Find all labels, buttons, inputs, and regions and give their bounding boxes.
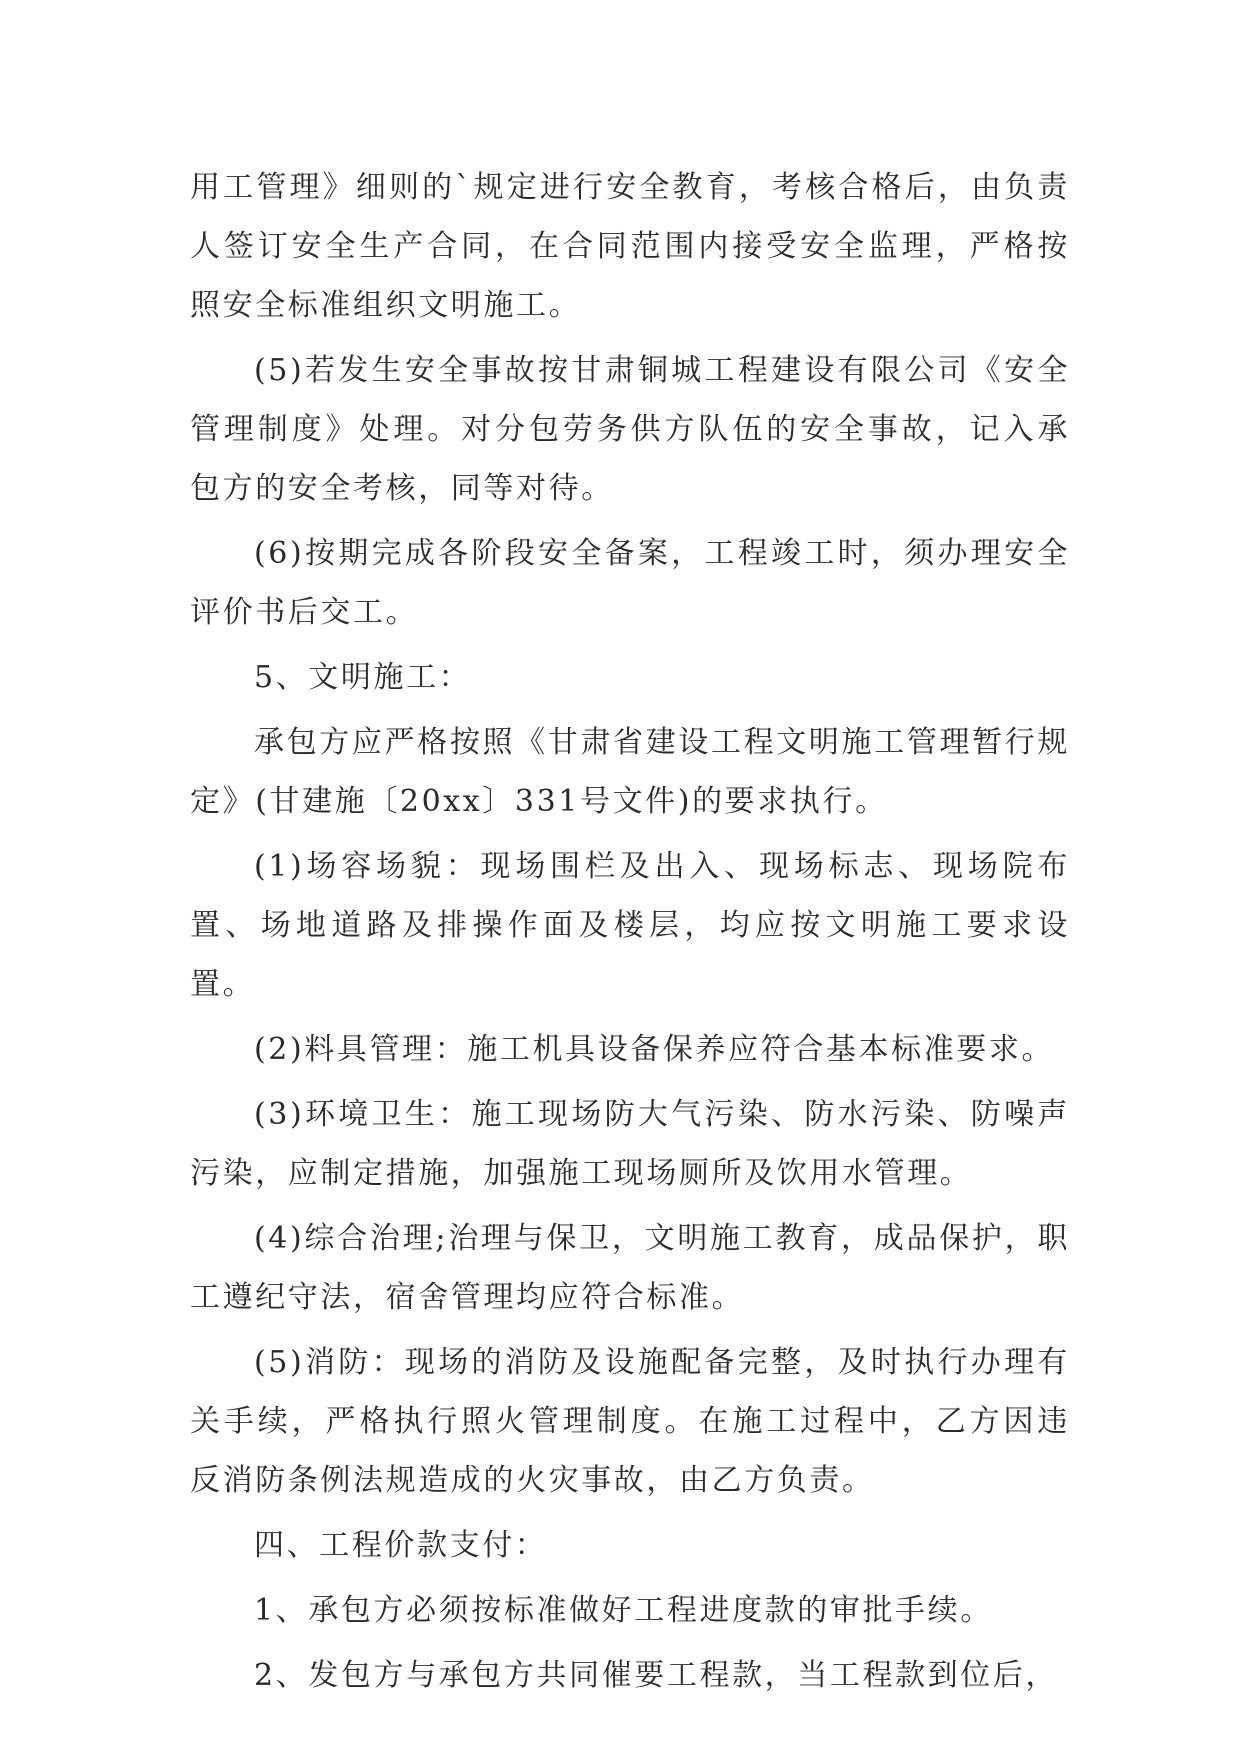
paragraph-3: (6)按期完成各阶段安全备案，工程竣工时，须办理安全评价书后交工。: [190, 536, 1070, 630]
paragraph-5: 承包方应严格按照《甘肃省建设工程文明施工管理暂行规定》(甘建施〔20xx〕331号文件)的要求执行。: [190, 725, 1070, 819]
paragraph-2: (5)若发生安全事故按甘肃铜城工程建设有限公司《安全管理制度》处理。对分包劳务供方队伍的安全事故，记入承包方的安全考核，同等对待。: [190, 353, 1070, 506]
section-heading-payment: 四、工程价款支付：: [254, 1528, 548, 1563]
paragraph-12: 1、承包方必须按标准做好工程进度款的审批手续。: [254, 1593, 993, 1628]
paragraph-9: (4)综合治理;治理与保卫，文明施工教育，成品保护，职工遵纪守法，宿舍管理均应符合标准。: [190, 1221, 1070, 1315]
section-heading-civilized-construction: 5、文明施工：: [254, 660, 472, 695]
paragraph-1: 用工管理》细则的`规定进行安全教育，考核合格后，由负责人签订安全生产合同，在合同范围内接受安全监理，严格按照安全标准组织文明施工。: [190, 170, 1070, 323]
document-body: [190, 158, 1070, 1711]
paragraph-8: (3)环境卫生：施工现场防大气污染、防水污染、防噪声污染，应制定措施，加强施工现场厕所及饮用水管理。: [190, 1097, 1070, 1191]
paragraph-7: (2)料具管理：施工机具设备保养应符合基本标准要求。: [254, 1032, 1055, 1067]
paragraph-6: (1)场容场貌：现场围栏及出入、现场标志、现场院布置、场地道路及排操作面及楼层，均应按文明施工要求设置。: [190, 849, 1070, 1002]
paragraph-13: 2、发包方与承包方共同催要工程款，当工程款到位后，: [254, 1658, 1059, 1693]
paragraph-10: (5)消防：现场的消防及设施配备完整，及时执行办理有关手续，严格执行照火管理制度。在施工过程中，乙方因违反消防条例法规造成的火灾事故，由乙方负责。: [190, 1345, 1070, 1498]
